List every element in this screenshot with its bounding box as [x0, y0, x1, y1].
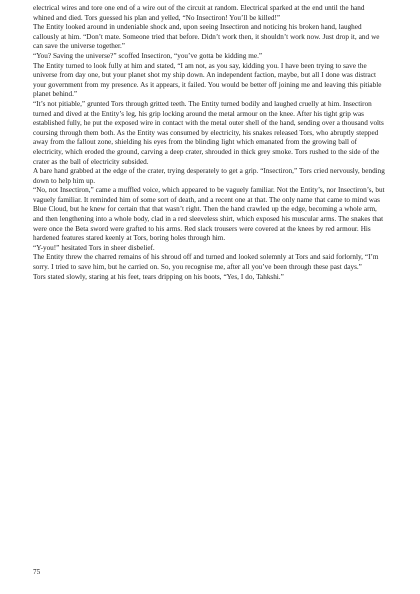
body-text — [33, 4, 385, 282]
paragraph: A bare hand grabbed at the edge of the crater, trying desperately to get a grip. “Insectiron,” Tors cried nervously, bending down to help him up. — [33, 167, 385, 185]
paragraph: “You? Saving the universe?” scoffed Insectiron, “you’ve gotta be kidding me.” — [33, 51, 263, 60]
paragraph: “No, not Insectiron,” came a muffled voice, which appeared to be vaguely familiar. Not the Entity’s, nor Insectiron’s, but vaguely familiar. It reminded him of some sort of death, and a recent one at that. The only name that came to mind was Blue Cloud, but he knew for certain that that wasn’t right. Then the hand crawled up the edge, becoming a whole arm, and then lengthening into a whole body, clad in a red sleeveless shirt, which exposed his muscular arms. The snakes that were once the Beta sword were grafted to his arms. Red slack trousers were covered at the knees by red armour. His hardened features stared keenly at Tors, boring holes through him. — [33, 186, 385, 243]
paragraph: “It’s not pitiable,” grunted Tors through gritted teeth. The Entity turned bodily and laughed cruelly at him. Insectiron turned and dived at the Entity’s leg, his grip locking around the metal armour on the knee. After his tight grip was established fully, he put the exposed wire in contact with the metal outer shell of the hand, sending over a thousand volts coursing through them both. As the Entity was consumed by electricity, his snakes released Tors, who abruptly stepped away from the fallout zone, shielding his eyes from the blinding light which emanated from the growing ball of electricity, which eroded the ground, carving a deep crater, shrouded in thick grey smoke. Tors rushed to the side of the crater as the ball of electricity subsided. — [33, 99, 384, 166]
paragraph: The Entity looked around in undeniable shock and, upon seeing Insectiron and noticing his broken hand, laughed callously at him. “Don’t mate. Someone tried that before. Didn’t work then, it shouldn’t work now. Just drop it, and we can save the universe together.” — [33, 23, 380, 51]
paragraph: The Entity threw the charred remains of his shroud off and turned and looked solemnly at Tors and said forlornly, “I’m sorry. I tried to save him, but he carried on. So, you recognise me, after all you’ve been through these past days.” — [33, 253, 379, 272]
paragraph: “Y-you!” hesitated Tors in sheer disbelief. — [33, 243, 155, 252]
page-number: 75 — [33, 568, 41, 576]
paragraph: electrical wires and tore one end of a wire out of the circuit at random. Electrical sparked at the end until the hand whined and died. Tors guessed his plan and yelled, “No Insectiron! You’ll be killed!” — [33, 4, 365, 22]
paragraph: Tors stated slowly, staring at his feet, tears dripping on his boots, “Yes, I do, Tahkshi.” — [33, 272, 284, 281]
paragraph: The Entity turned to look fully at him and stated, “I am not, as you say, kidding you. I have been trying to save the universe from day one, but your planet shot my ship down. An independent faction, maybe, but all I done was distract your government from my presence. As it appears, it failed. You would be better off joining me and leaving this pitiable planet behind.” — [33, 61, 382, 99]
